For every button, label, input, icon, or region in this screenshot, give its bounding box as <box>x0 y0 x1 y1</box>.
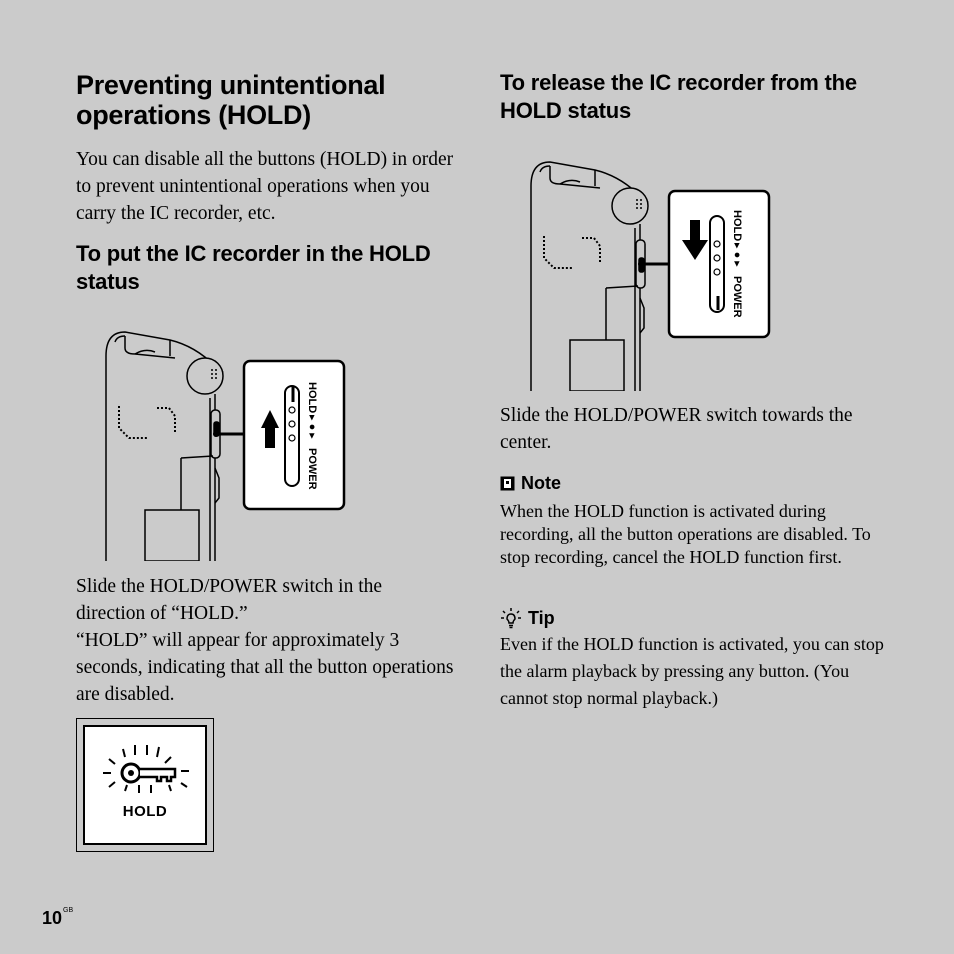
switch-label-hold: HOLD <box>306 382 318 414</box>
note-icon <box>500 476 515 491</box>
note-label: Note <box>521 473 561 493</box>
switch-label-power: POWER <box>306 448 318 490</box>
recorder-hold-illustration <box>95 328 350 561</box>
hold-display-frame <box>76 718 214 852</box>
page-number-suffix: GB <box>63 907 74 914</box>
switch-label-hold-2: HOLD <box>731 210 743 242</box>
put-hold-heading: To put the IC recorder in the HOLD status <box>76 241 431 294</box>
switch-label-power-2: POWER <box>731 276 743 318</box>
page-number-value: 10 <box>42 908 63 928</box>
tip-heading <box>500 607 555 629</box>
hold-display-text: HOLD <box>122 803 168 820</box>
svg-text:▸ ● ▸: ▸ ● ▸ <box>306 415 318 439</box>
tip-text: Even if the HOLD function is activated, you can stop the alarm playback by pressing any button. (You cannot stop normal playback.) <box>500 634 884 708</box>
svg-text:▸ ● ▸: ▸ ● ▸ <box>731 243 743 267</box>
recorder-release-illustration <box>520 158 775 391</box>
page-number <box>42 908 73 929</box>
release-step-text: Slide the HOLD/POWER switch towards the center. <box>500 405 853 453</box>
page-title: Preventing unintentional operations (HOLD) <box>76 70 386 130</box>
intro-text: You can disable all the buttons (HOLD) in order to prevent unintentional operations when you carry the IC recorder, etc. <box>76 149 454 224</box>
tip-bulb-icon <box>500 607 522 629</box>
put-step-text: Slide the HOLD/POWER switch in the direction of “HOLD.” <box>76 576 383 624</box>
key-icon <box>85 727 207 845</box>
note-heading <box>500 472 561 494</box>
put-result-text: “HOLD” will appear for approximately 3 seconds, indicating that all the button operations are disabled. <box>76 630 454 705</box>
note-text: When the HOLD function is activated during recording, all the button operations are disabled. To stop recording, cancel the HOLD function first. <box>500 501 871 567</box>
release-hold-heading: To release the IC recorder from the HOLD status <box>500 70 857 123</box>
tip-label: Tip <box>528 608 555 628</box>
hold-display-screen <box>83 725 207 845</box>
